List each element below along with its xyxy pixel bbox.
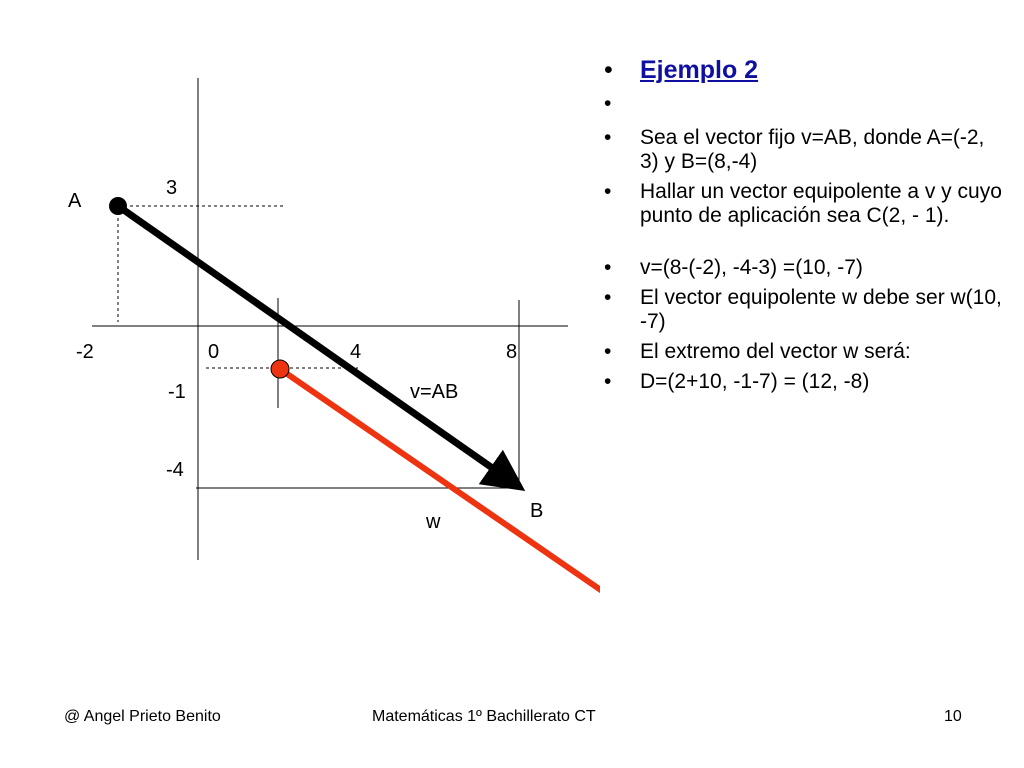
- bullet-item-d-result: • D=(2+10, -1-7) = (12, -8): [598, 370, 1008, 394]
- tick-label-0: 0: [208, 341, 220, 363]
- vector-v-arrow: [118, 206, 508, 479]
- footer-page-number: 10: [944, 708, 962, 725]
- bullet-item-v-components: • v=(8-(-2), -4-3) =(10, -7): [598, 256, 1008, 280]
- point-b-label: B: [530, 500, 544, 522]
- vector-v-label: v=AB: [410, 381, 459, 403]
- footer-course: Matemáticas 1º Bachillerato CT: [372, 708, 596, 725]
- tick-label-8: 8: [506, 341, 518, 363]
- bullet-list: [598, 54, 1008, 394]
- tick-label-neg4: -4: [166, 459, 184, 481]
- point-a: [109, 197, 127, 215]
- bullet-item-w-equipolent: • El vector equipolente w debe ser w(10, -7): [598, 286, 1008, 334]
- example-title: Ejemplo 2: [640, 56, 759, 84]
- vector-w-label: w: [426, 511, 441, 533]
- tick-label-neg1: -1: [168, 381, 186, 403]
- bullet-item-task: • Hallar un vector equipolente a v y cuyo punto de aplicación sea C(2, - 1).: [598, 180, 1008, 228]
- tick-label-4: 4: [350, 341, 362, 363]
- bullet-empty: [598, 92, 1008, 120]
- footer-author: @ Angel Prieto Benito: [64, 708, 221, 725]
- bullet-item-w-endpoint: • El extremo del vector w será:: [598, 340, 1008, 364]
- bullet-title: [598, 54, 1008, 86]
- point-a-label: A: [68, 190, 82, 212]
- tick-label-neg2: -2: [76, 341, 94, 363]
- vector-w-arrow: [280, 369, 600, 637]
- tick-label-3: 3: [166, 177, 178, 199]
- bullet-item-definition: • Sea el vector fijo v=AB, donde A=(-2, 3) y B=(8,-4): [598, 126, 1008, 174]
- point-c: [271, 360, 289, 378]
